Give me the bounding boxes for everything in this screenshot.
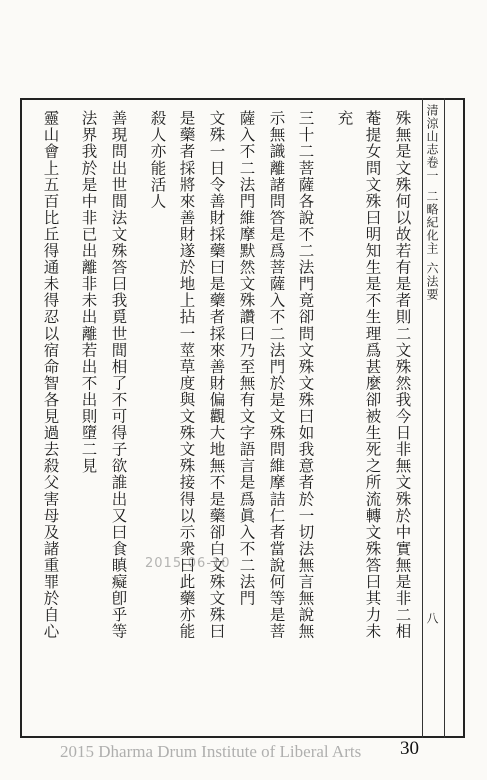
text-column: 法界我於是中非已出離非未出離若出不出則墮二見 [79,110,98,475]
header-rule-left [422,98,423,738]
text-column: 示無識離諸問答是爲菩薩入不二法門於是文殊問維摩詰仁者當說何等是菩 [267,110,286,640]
header-section: 二略紀化主 [425,190,439,255]
header-folio: 八 [425,612,439,625]
institute-watermark: 2015 Dharma Drum Institute of Liberal Arts [60,742,362,761]
text-column: 殺人亦能活人 [148,110,167,210]
text-column: 靈山會上五百比丘得通未得忍以宿命智各見過去殺父害母及諸重罪於自心 [41,110,60,640]
text-column: 充 [335,110,354,127]
text-column: 三十二菩薩各說不二法門竟卻問文殊文殊曰如我意者於一切法無言無說無 [296,110,315,640]
header-rule-right [444,98,445,738]
text-column: 殊無是文殊何以故若有是者則二文殊然我今日非無文殊於中實無是非二相 [393,110,412,640]
text-column: 薩入不二法門維摩默然文殊讚曰乃至無有文字語言是爲眞入不二法門 [237,110,256,607]
header-book-title: 清涼山志卷一 [425,104,439,182]
page-number: 30 [400,738,419,759]
date-watermark: 2015-06-10 [145,556,231,571]
text-column: 菴提女問文殊曰明知生是不生理爲甚麼卻被生死之所流轉文殊答曰其力未 [363,110,382,640]
text-column: 是藥者採將來善財遂於地上拈一莖草度與文殊文殊接得以示衆曰此藥亦能 [177,110,196,640]
text-column: 善現問出世間法文殊答曰我覓世間相了不可得子欲誰出又曰食瞋癡卽乎等 [109,110,128,640]
text-column: 文殊一日令善財採藥曰是藥者採來善財偏觀大地無不是藥卻白文殊文殊曰 [207,110,226,640]
header-subsection: 六法要 [425,262,439,301]
